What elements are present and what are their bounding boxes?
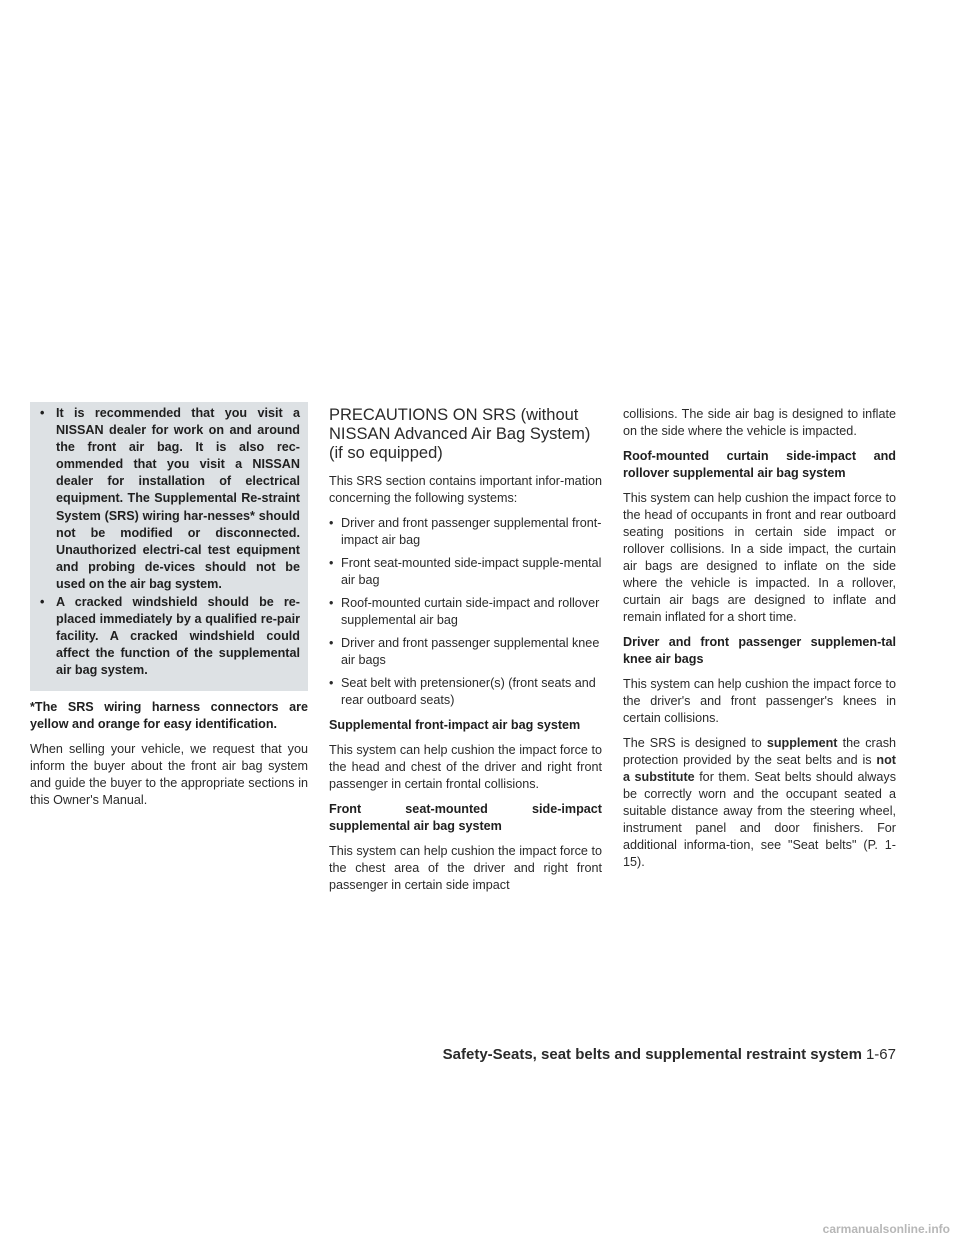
warning-text: A cracked windshield should be re-placed immediately by a qualified re-pair facility. A cracked windshield could affect the function of the supplemental air bag system.	[56, 595, 300, 678]
watermark: carmanualsonline.info	[822, 1222, 950, 1236]
bullet: •	[40, 406, 45, 420]
bullet: •	[329, 516, 334, 530]
list-item: • Front seat-mounted side-impact supple-mental air bag	[329, 556, 602, 587]
subheading-knee: Driver and front passenger supplemen-tal knee air bags	[623, 635, 896, 666]
srs-paragraph: The SRS is designed to supplement the crash protection provided by the seat belts and is not a substitute for them. Seat belts should always be correctly worn and the occupant seated a suitable distance away from the steering wheel, instrument panel and door finishers. For additional informa-tion, see "Seat belts" (P. 1-15).	[623, 736, 897, 869]
page-footer	[400, 1046, 896, 1063]
intro-paragraph: This SRS section contains important infor-mation concerning the following systems:	[329, 474, 602, 505]
bullet: •	[40, 595, 45, 610]
bullet: •	[329, 636, 334, 650]
right-column	[623, 406, 896, 879]
subheading-front-impact: Supplemental front-impact air bag system	[329, 718, 581, 732]
list-item: • Driver and front passenger supplemental knee air bags	[329, 636, 600, 667]
footer-section-title: Safety-Seats, seat belts and supplemental restraint system	[442, 1046, 862, 1063]
bullet: •	[329, 596, 334, 610]
curtain-paragraph: This system can help cushion the impact force to the head of occupants in front and rear outboard seating positions in certain side impact or rollover collisions. In a side impact, the curtain air bags are designed to inflate on the side where the vehicle is impacted. In a rollover, curtain air bags are designed to inflate and remain inflated for a short time.	[623, 491, 896, 624]
bullet: •	[329, 676, 334, 690]
subheading-side-impact: Front seat-mounted side-impact supplemental air bag system	[329, 802, 602, 833]
page-number: 1-67	[865, 1046, 896, 1063]
side-impact-paragraph: This system can help cushion the impact force to the chest area of the driver and right front passenger in certain side impact	[329, 844, 602, 892]
middle-column	[329, 406, 602, 902]
knee-paragraph: This system can help cushion the impact force to the driver's and front passenger's knees in certain collisions.	[623, 677, 896, 725]
section-heading: PRECAUTIONS ON SRS (without NISSAN Advanced Air Bag System) (if so equipped)	[329, 406, 591, 462]
warning-item	[38, 405, 300, 593]
selling-paragraph: When selling your vehicle, we request that you inform the buyer about the front air bag system and guide the buyer to the appropriate sections in this Owner's Manual.	[30, 741, 308, 807]
front-impact-paragraph: This system can help cushion the impact force to the head and chest of the driver and right front passenger in certain frontal collisions.	[329, 743, 602, 791]
list-item: • Roof-mounted curtain side-impact and rollover supplemental air bag	[329, 596, 600, 627]
left-column	[30, 402, 308, 817]
list-item: • Driver and front passenger supplemental front-impact air bag	[329, 516, 602, 547]
systems-list	[329, 515, 602, 709]
warning-text: It is recommended that you visit a NISSAN dealer for work on and around the front air bag. It is also rec-ommended that you visit a NISSAN dealer for installation of electrical equipment. The Supplemental Re-straint System (SRS) wiring har-nesses* should not be modified or disconnected. Unauthorized electri-cal test equipment and probing de-vices should not be used on the air bag system.	[56, 406, 300, 591]
connector-note: *The SRS wiring harness connectors are yellow and orange for easy identification.	[30, 699, 308, 731]
warning-box	[30, 402, 308, 691]
subheading-curtain: Roof-mounted curtain side-impact and rollover supplemental air bag system	[623, 449, 896, 480]
bullet: •	[329, 556, 334, 570]
list-item: • Seat belt with pretensioner(s) (front seats and rear outboard seats)	[329, 676, 596, 707]
warning-item	[38, 594, 300, 679]
side-impact-continued: collisions. The side air bag is designed to inflate on the side where the vehicle is impacted.	[623, 407, 896, 438]
